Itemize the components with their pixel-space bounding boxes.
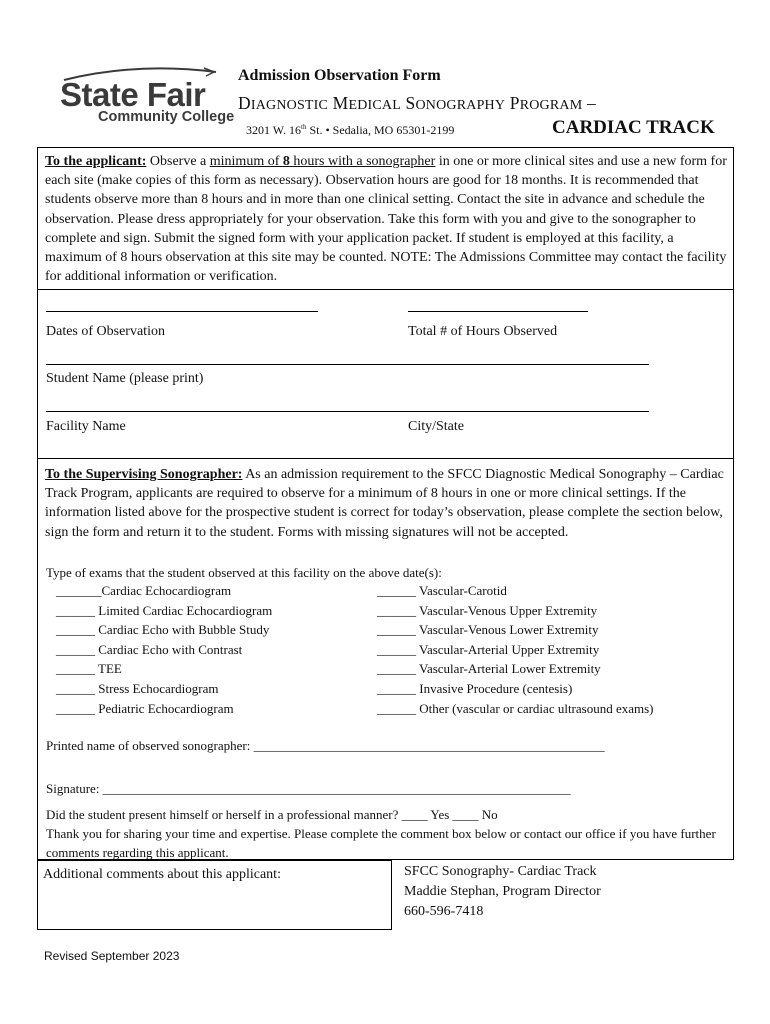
exam-item[interactable]: ______ Cardiac Echo with Bubble Study xyxy=(56,622,270,638)
exam-item[interactable]: ______ Pediatric Echocardiogram xyxy=(56,700,234,716)
contact-phone: 660-596-7418 xyxy=(404,904,484,919)
exam-item[interactable]: ______ Vascular-Arterial Lower Extremity xyxy=(377,661,601,677)
exam-item[interactable]: _______Cardiac Echocardiogram xyxy=(56,583,232,598)
facility-label: Facility Name xyxy=(46,419,126,434)
contact-line-1: SFCC Sonography- Cardiac Track xyxy=(404,864,597,879)
applicant-instructions: To the applicant: Observe a minimum of 8 hours with a sonographer in one or more clinical sites and use a new form for each site (make copies of this form as necessary). Observation hours are good for 18 months. It is recommended that students observe more than 8 hours and in more than one clinical setting. Contact the site in advance and schedule the observation. Please dress appropriately for your observation. Take this form with you and give to the sonographer to complete and sign. Submit the signed form with your application packet. If student is employed at this facility, a maximum of 8 hours observation at this site may be counted. NOTE: The Admissions Committee may contact the facility for additional information or verification. xyxy=(45,154,727,285)
dates-label: Dates of Observation xyxy=(46,324,165,339)
hours-label: Total # of Hours Observed xyxy=(408,324,558,339)
exam-item[interactable]: ______ TEE xyxy=(56,661,122,677)
exam-item[interactable]: ______ Invasive Procedure (centesis) xyxy=(377,681,573,696)
comments-box[interactable] xyxy=(37,860,392,930)
student-name-line[interactable] xyxy=(46,364,649,365)
signature-field[interactable]: Signature: ________________________________________________________________________ xyxy=(46,781,571,796)
sonographer-box xyxy=(37,458,734,860)
professional-question[interactable]: Did the student present himself or herself in a professional manner? ____ Yes ____ No xyxy=(46,807,498,822)
printed-name-field[interactable]: Printed name of observed sonographer: ______________________________________________________ xyxy=(46,738,605,753)
student-info-box xyxy=(37,289,734,459)
contact-line-2: Maddie Stephan, Program Director xyxy=(404,884,601,899)
program-title: DIAGNOSTIC MEDICAL SONOGRAPHY PROGRAM – xyxy=(238,93,596,113)
thanks-text: Thank you for sharing your time and expertise. Please complete the comment box below or contact our office if you have further comments regarding this applicant. xyxy=(46,826,716,860)
comments-label: Additional comments about this applicant: xyxy=(43,867,281,882)
revised-date: Revised September 2023 xyxy=(44,949,180,963)
track-title: CARDIAC TRACK xyxy=(552,117,715,138)
logo-subtitle: Community College xyxy=(98,109,235,125)
sonographer-heading: To the Supervising Sonographer: xyxy=(45,467,243,482)
sonographer-instructions: To the Supervising Sonographer: As an admission requirement to the SFCC Diagnostic Medical Sonography – Cardiac Track Program, applicants are required to observe for a minimum of 8 hours in one or more clinical settings. If the information listed above for the prospective student is correct for today’s observation, please complete the section below, sign the form and return it to the student. Forms with missing signatures will not be accepted. xyxy=(45,467,724,540)
exam-intro: Type of exams that the student observed at this facility on the above date(s): xyxy=(46,565,442,580)
exam-item[interactable]: ______ Cardiac Echo with Contrast xyxy=(56,641,243,657)
facility-line[interactable] xyxy=(46,411,649,412)
exam-item[interactable]: ______ Other (vascular or cardiac ultrasound exams) xyxy=(377,700,654,716)
exam-item[interactable]: ______ Vascular-Venous Upper Extremity xyxy=(377,602,598,618)
logo-name: State Fair xyxy=(60,76,206,113)
exam-item[interactable]: ______ Stress Echocardiogram xyxy=(56,681,219,696)
contact-block xyxy=(404,862,601,922)
student-name-label: Student Name (please print) xyxy=(46,371,204,386)
exam-item[interactable]: ______ Limited Cardiac Echocardiogram xyxy=(56,602,273,618)
dates-line[interactable] xyxy=(46,311,318,312)
exam-item[interactable]: ______ Vascular-Arterial Upper Extremity xyxy=(377,641,600,657)
applicant-heading: To the applicant: xyxy=(45,154,147,169)
exam-item[interactable]: ______ Vascular-Venous Lower Extremity xyxy=(377,622,599,638)
hours-line[interactable] xyxy=(408,311,588,312)
form-title: Admission Observation Form xyxy=(238,67,441,84)
address: 3201 W. 16th St. • Sedalia, MO 65301-2199 xyxy=(246,123,455,137)
exam-item[interactable]: ______ Vascular-Carotid xyxy=(377,583,507,598)
applicant-instructions-box xyxy=(37,147,734,290)
city-state-label: City/State xyxy=(408,419,464,434)
